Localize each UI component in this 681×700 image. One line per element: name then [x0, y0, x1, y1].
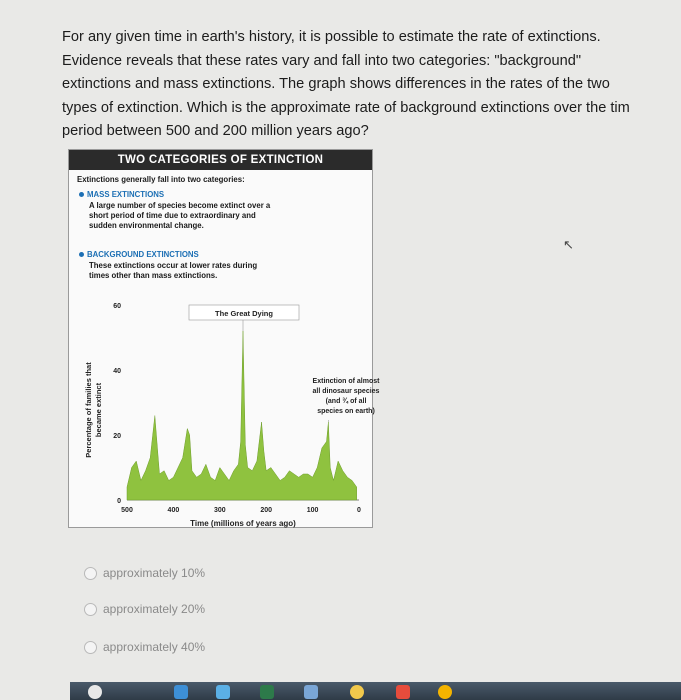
office-icon[interactable]	[396, 685, 410, 699]
desc-line: sudden environmental change.	[89, 221, 204, 230]
x-tick-label: 500	[121, 507, 133, 514]
extinction-figure	[68, 149, 380, 528]
mass-extinction-desc	[89, 201, 270, 231]
emoji-icon[interactable]	[350, 685, 364, 699]
annotation-dinosaur: Extinction of almost	[312, 378, 380, 385]
bullet-icon	[79, 192, 84, 197]
y-axis-title: became extinct	[94, 382, 103, 438]
mail-icon[interactable]	[216, 685, 230, 699]
figure-intro: Extinctions generally fall into two categories:	[77, 175, 245, 184]
choice-label: approximately 20%	[103, 602, 206, 616]
y-axis-title: Percentage of families that	[84, 362, 93, 458]
radio-button[interactable]	[84, 567, 97, 580]
mass-title-label: MASS EXTINCTIONS	[87, 190, 165, 199]
annotation-dinosaur: (and ¾ of all	[325, 398, 367, 405]
background-extinction-title	[79, 250, 199, 260]
choice-option[interactable]	[84, 602, 205, 616]
choice-option[interactable]	[84, 640, 205, 654]
question-text	[62, 26, 678, 144]
extinction-area-series	[127, 331, 357, 500]
start-icon[interactable]	[88, 685, 102, 699]
choice-label: approximately 10%	[103, 566, 206, 580]
choice-option[interactable]	[84, 566, 205, 580]
annotation-dinosaur: all dinosaur species	[312, 388, 380, 395]
figure-header: TWO CATEGORIES OF EXTINCTION	[69, 150, 372, 170]
desc-line: times other than mass extinctions.	[89, 271, 218, 280]
annotation-dinosaur: species on earth)	[317, 408, 375, 415]
mass-extinction-title	[79, 190, 164, 200]
radio-button[interactable]	[84, 603, 97, 616]
desc-line: short period of time due to extraordinary and	[89, 211, 256, 220]
bullet-icon	[79, 252, 84, 257]
desc-line: A large number of species become extinct over a	[89, 201, 271, 210]
x-tick-label: 200	[260, 507, 273, 514]
taskbar	[70, 682, 681, 700]
question-line: types of extinction. Which is the approximate rate of background extinctions over the tim	[62, 99, 630, 116]
x-tick-label: 300	[213, 507, 226, 514]
question-line: For any given time in earth's history, it is possible to estimate the rate of extinctions.	[62, 29, 601, 45]
y-tick-label: 40	[113, 368, 121, 375]
background-title-label: BACKGROUND EXTINCTIONS	[87, 250, 199, 259]
question-line: period between 500 and 200 million years ago?	[62, 123, 369, 140]
question-line: extinctions and mass extinctions. The graph shows differences in the rates of the two	[62, 76, 610, 93]
desc-line: These extinctions occur at lower rates during	[89, 261, 258, 270]
y-tick-label: 20	[113, 433, 121, 440]
app-icon[interactable]	[260, 685, 274, 699]
y-tick-label: 0	[117, 498, 121, 505]
x-tick-label: 400	[167, 507, 180, 514]
background-extinction-desc	[89, 261, 257, 281]
question-line: Evidence reveals that these rates vary and fall into two categories: "background"	[62, 52, 581, 69]
annotation-great-dying: The Great Dying	[215, 309, 273, 318]
x-axis-title: Time (millions of years ago)	[190, 519, 296, 528]
mouse-pointer-icon: ↖	[563, 237, 574, 252]
extinction-chart	[69, 295, 380, 528]
chrome-icon[interactable]	[438, 685, 452, 699]
x-tick-label: 100	[306, 507, 319, 514]
radio-button[interactable]	[84, 641, 97, 654]
store-icon[interactable]	[304, 685, 318, 699]
x-tick-label: 0	[357, 507, 361, 514]
choice-label: approximately 40%	[103, 640, 206, 654]
y-tick-label: 60	[113, 303, 121, 310]
browser-icon[interactable]	[174, 685, 188, 699]
